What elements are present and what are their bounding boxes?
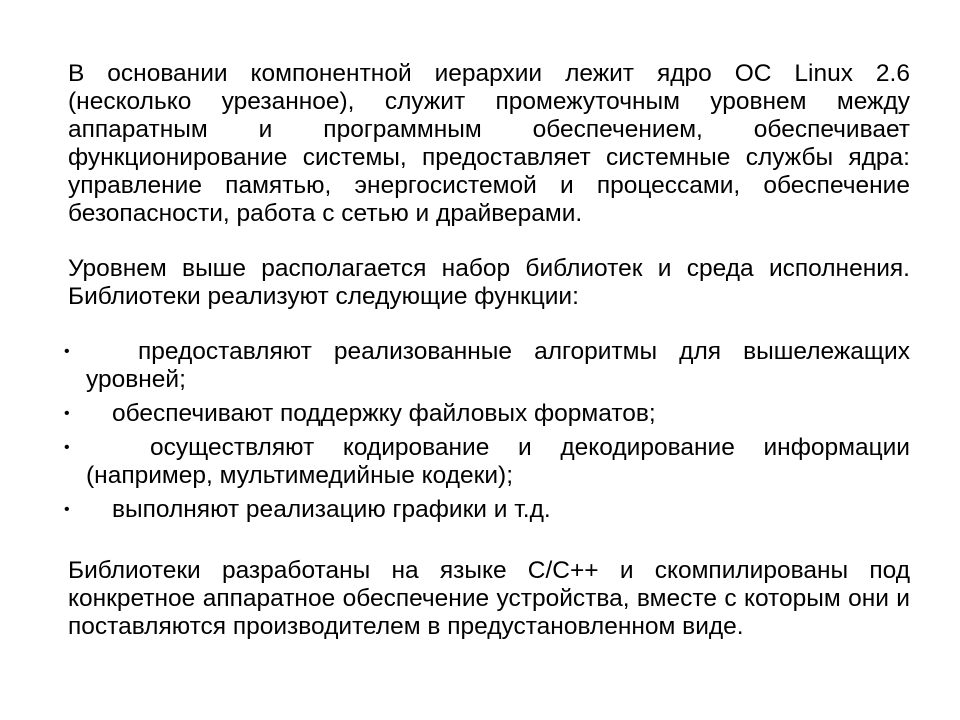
- library-functions-list: [64, 338, 910, 524]
- list-item: [64, 400, 910, 428]
- spacer: [68, 228, 910, 255]
- bullet-icon: •: [64, 439, 70, 456]
- spacer: [68, 311, 910, 338]
- list-item-text: обеспечивают поддержку файловых форматов;: [112, 400, 656, 427]
- list-item: [64, 338, 910, 394]
- bullet-icon: •: [64, 501, 70, 518]
- list-item-text: предоставляют реализованные алгоритмы для вышележащих уровней;: [86, 338, 910, 393]
- spacer: [68, 530, 910, 557]
- paragraph-compilation: Библиотеки разработаны на языке С/С++ и скомпилированы под конкретное аппаратное обеспечение устройства, вместе с которым они и поставляются производителем в предустановленном виде.: [68, 557, 910, 640]
- paragraph-kernel: В основании компонентной иерархии лежит ядро ОС Linux 2.6 (несколько урезанное), служит промежуточным уровнем между аппаратным и программным обеспечением, обеспечивает функционирование системы, предоставляет системные службы ядра: управление памятью, энергосистемой и процессами, обеспечение безопасности, работа с сетью и драйверами.: [68, 60, 910, 227]
- list-item-text: выполняют реализацию графики и т.д.: [112, 496, 551, 523]
- bullet-icon: •: [64, 343, 70, 360]
- slide-body: [64, 60, 910, 641]
- paragraph-libraries: Уровнем выше располагается набор библиотек и среда исполнения. Библиотеки реализуют следующие функции:: [68, 255, 910, 310]
- list-item-text: осуществляют кодирование и декодирование информации (например, мультимедийные кодеки);: [86, 434, 910, 489]
- list-item: [64, 434, 910, 490]
- list-item: [64, 496, 910, 524]
- bullet-icon: •: [64, 405, 70, 422]
